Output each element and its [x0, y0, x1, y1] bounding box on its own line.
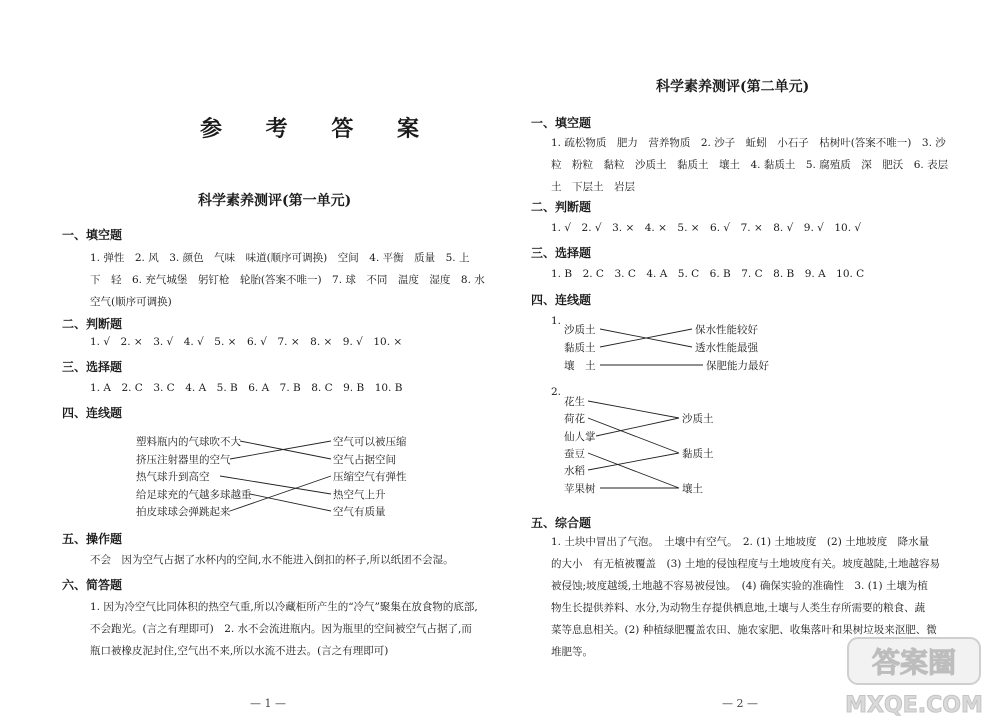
match-right-item: 保水性能较好: [695, 324, 758, 336]
match-right-item: 空气可以被压缩: [333, 436, 407, 448]
r-s5-heading: 五、综合题: [531, 516, 592, 530]
l-s6-heading: 六、简答题: [62, 578, 123, 592]
r-s2-heading: 二、判断题: [531, 200, 592, 214]
match-left-item: 蚕豆: [564, 448, 585, 460]
l-s6-line: 1. 因为冷空气比同体积的热空气重,所以冷藏柜所产生的“冷气”聚集在放食物的底部,: [90, 601, 478, 613]
page-number-1: — 1 —: [250, 697, 286, 710]
r-s3-heading: 三、选择题: [531, 246, 592, 260]
match-left-item: 拍皮球球会弹跳起来: [136, 506, 231, 518]
r-s1-line: 粒 粉粒 黏粒 沙质土 黏质土 壤土 4. 黏质土 5. 腐殖质 深 肥沃 6. 表层: [551, 159, 949, 171]
unit1-title: 科学素养测评(第一单元): [198, 193, 352, 209]
match-line: [588, 453, 679, 488]
r-s1-line: 1. 疏松物质 肥力 营养物质 2. 沙子 蚯蚓 小石子 枯树叶(答案不唯一) 3. 沙: [551, 137, 946, 149]
match-right-item: 热空气上升: [333, 489, 386, 501]
l-s2-heading: 二、判断题: [62, 317, 123, 331]
l-s3-answers: 1. A 2. C 3. C 4. A 5. B 6. A 7. B 8. C 9. B 10. B: [90, 382, 403, 394]
match-left-item: 仙人掌: [564, 431, 596, 443]
match-right-item: 空气有质量: [333, 506, 386, 518]
unit2-title: 科学素养测评(第二单元): [656, 79, 810, 95]
match-left-item: 荷花: [564, 413, 585, 425]
l-s5-heading: 五、操作题: [62, 532, 123, 546]
match-left-item: 花生: [564, 396, 585, 408]
r-s4-heading: 四、连线题: [531, 293, 592, 307]
match-left-item: 壤 土: [564, 360, 596, 372]
l-s2-answers: 1. √ 2. × 3. √ 4. √ 5. × 6. √ 7. × 8. × 9. √ 10. ×: [90, 336, 403, 348]
r-s1-line: 土 下层土 岩层: [551, 181, 635, 193]
r-s5-line: 物生长提供养料、水分,为动物生存提供栖息地,土壤与人类生存所需要的粮食、蔬: [551, 602, 926, 614]
match-line: [588, 453, 679, 470]
l-s1-line: 1. 弹性 2. 风 3. 颜色 气味 味道(顺序可调换) 空间 4. 平衡 质量 5. 上: [90, 252, 470, 264]
l-s1-line: 空气(顺序可调换): [90, 296, 172, 308]
l-s1-heading: 一、填空题: [62, 228, 123, 242]
l-s6-line: 不会跑光。(言之有理即可) 2. 水不会流进瓶内。因为瓶里的空间被空气占据了,而: [90, 623, 472, 635]
match-left-item: 给足球充的气越多球越重: [136, 489, 252, 501]
r-q1-number: 1.: [551, 315, 562, 327]
match-left-item: 挤压注射器里的空气: [136, 454, 231, 466]
match-left-item: 黏质土: [564, 342, 596, 354]
watermark-art: [844, 634, 984, 720]
r-s2-answers: 1. √ 2. √ 3. × 4. × 5. × 6. √ 7. × 8. √ 9. √ 10. √: [551, 222, 862, 234]
r-q2-number: 2.: [551, 386, 562, 398]
match-right-item: 沙质土: [682, 413, 714, 425]
l-s3-heading: 三、选择题: [62, 360, 123, 374]
match-left-item: 沙质土: [564, 324, 596, 336]
match-left-item: 塑料瓶内的气球吹不大: [136, 436, 241, 448]
watermark-line1: 答案圈: [871, 646, 957, 679]
match-right-item: 保肥能力最好: [706, 360, 769, 372]
r-s5-line: 的大小 有无植被覆盖 (3) 土地的侵蚀程度与土地坡度有关。坡度越陡,土地越容易: [551, 558, 941, 570]
watermark-line2: MXQE.COM: [845, 693, 983, 718]
r-s5-line: 被侵蚀;坡度越缓,土地越不容易被侵蚀。 (4) 确保实验的准确性 3. (1) 土壤为植: [551, 580, 928, 592]
watermark-logo: [844, 634, 984, 720]
r-s5-line: 1. 土块中冒出了气泡。 土壤中有空气。 2. (1) 土地坡度 (2) 土地坡度 降水量: [551, 536, 930, 548]
r-s5-line: 菜等息息相关。(2) 种植绿肥覆盖农田、施农家肥、收集落叶和果树垃圾来沤肥、微: [551, 624, 937, 636]
r-s5-line: 堆肥等。: [551, 646, 593, 658]
match-left-item: 苹果树: [564, 483, 596, 495]
l-s5-answer: 不会 因为空气占据了水杯内的空间,水不能进入倒扣的杯子,所以纸团不会湿。: [90, 554, 454, 566]
main-title: 参 考 答 案: [200, 116, 437, 142]
match-line: [588, 401, 679, 418]
l-s1-line: 下 轻 6. 充气城堡 躬钉枪 轮胎(答案不唯一) 7. 球 不同 温度 湿度 8. 水: [90, 274, 485, 286]
l-s4-heading: 四、连线题: [62, 406, 123, 420]
page-number-2: — 2 —: [722, 697, 758, 710]
l-s6-line: 瓶口被橡皮泥封住,空气出不来,所以水流不进去。(言之有理即可): [90, 645, 389, 657]
match-right-item: 压缩空气有弹性: [333, 471, 407, 483]
match-left-item: 水稻: [564, 465, 585, 477]
r-s1-heading: 一、填空题: [531, 116, 592, 130]
match-right-item: 空气占据空间: [333, 454, 396, 466]
match-line: [588, 418, 679, 453]
match-right-item: 透水性能最强: [695, 342, 758, 354]
match-right-item: 壤土: [682, 483, 703, 495]
match-left-item: 热气球升到高空: [136, 471, 210, 483]
r-s3-answers: 1. B 2. C 3. C 4. A 5. C 6. B 7. C 8. B 9. A 10. C: [551, 268, 865, 280]
match-right-item: 黏质土: [682, 448, 714, 460]
match-line: [596, 418, 679, 436]
